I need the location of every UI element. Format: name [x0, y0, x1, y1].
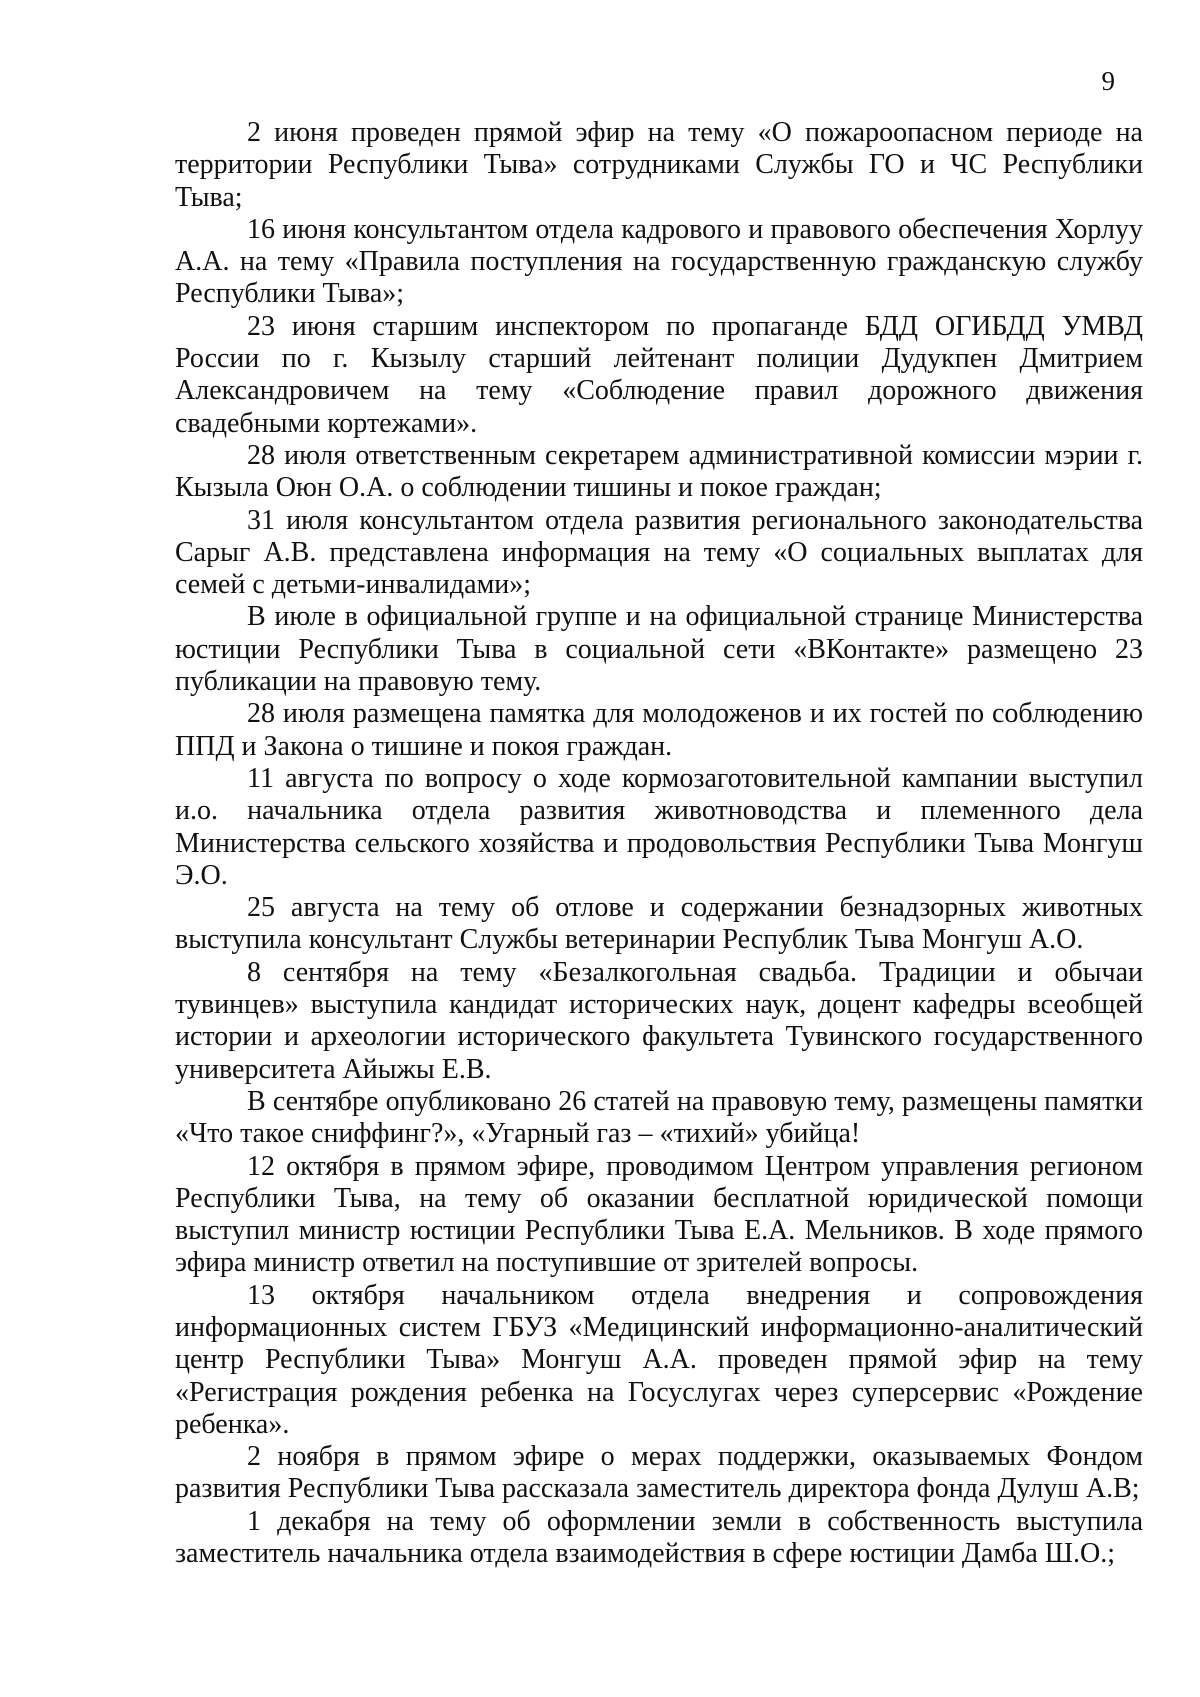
paragraph: 31 июля консультантом отдела развития регионального законодательства Сарыг А.В. представлена информация на тему «О социальных выплатах для семей с детьми-инвалидами»; [175, 504, 1143, 601]
paragraph: 23 июня старшим инспектором по пропаганде БДД ОГИБДД УМВД России по г. Кызылу старший лейтенант полиции Дудукпен Дмитрием Александровичем на тему «Соблюдение правил дорожного движения свадебными кортежами». [175, 310, 1143, 439]
paragraph: В сентябре опубликовано 26 статей на правовую тему, размещены памятки «Что такое сниффинг?», «Угарный газ – «тихий» убийца! [175, 1085, 1143, 1150]
paragraph: В июле в официальной группе и на официальной странице Министерства юстиции Республики Тыва в социальной сети «ВКонтакте» размещено 23 публикации на правовую тему. [175, 601, 1143, 698]
paragraph: 25 августа на тему об отлове и содержании безнадзорных животных выступила консультант Службы ветеринарии Республик Тыва Монгуш А.О. [175, 892, 1143, 956]
paragraph: 1 декабря на тему об оформлении земли в собственность выступила заместитель начальника отдела взаимодействия в сфере юстиции Дамба Ш.О.; [175, 1505, 1143, 1570]
paragraph: 28 июля ответственным секретарем административной комиссии мэрии г. Кызыла Оюн О.А. о соблюдении тишины и покое граждан; [175, 439, 1143, 504]
paragraph: 13 октября начальником отдела внедрения и сопровождения информационных систем ГБУЗ «Медицинский информационно-аналитический центр Республики Тыва» Монгуш А.А. проведен прямой эфир на тему «Регистрация рождения ребенка на Госуслугах через суперсервис «Рождение ребенка». [175, 1279, 1143, 1440]
paragraph: 2 ноября в прямом эфире о мерах поддержки, оказываемых Фондом развития Республики Тыва рассказала заместитель директора фонда Дулуш А.В; [175, 1441, 1143, 1505]
paragraph: 16 июня консультантом отдела кадрового и правового обеспечения Хорлуу А.А. на тему «Правила поступления на государственную гражданскую службу Республики Тыва»; [175, 213, 1143, 310]
paragraph: 2 июня проведен прямой эфир на тему «О пожароопасном периоде на территории Республики Тыва» сотрудниками Службы ГО и ЧС Республики Тыва; [175, 117, 1143, 213]
document-body [175, 117, 1143, 1570]
paragraph: 8 сентября на тему «Безалкогольная свадьба. Традиции и обычаи тувинцев» выступила кандидат исторических наук, доцент кафедры всеобщей истории и археологии исторического факультета Тувинского государственного университета Айыжы Е.В. [175, 956, 1143, 1085]
page-number: 9 [1101, 66, 1115, 96]
paragraph: 28 июля размещена памятка для молодоженов и их гостей по соблюдению ППД и Закона о тишине и покоя граждан. [175, 698, 1143, 762]
paragraph: 12 октября в прямом эфире, проводимом Центром управления регионом Республики Тыва, на тему об оказании бесплатной юридической помощи выступил министр юстиции Республики Тыва Е.А. Мельников. В ходе прямого эфира министр ответил на поступившие от зрителей вопросы. [175, 1150, 1143, 1279]
paragraph: 11 августа по вопросу о ходе кормозаготовительной кампании выступил и.о. начальника отдела развития животноводства и племенного дела Министерства сельского хозяйства и продовольствия Республики Тыва Монгуш Э.О. [175, 762, 1143, 891]
